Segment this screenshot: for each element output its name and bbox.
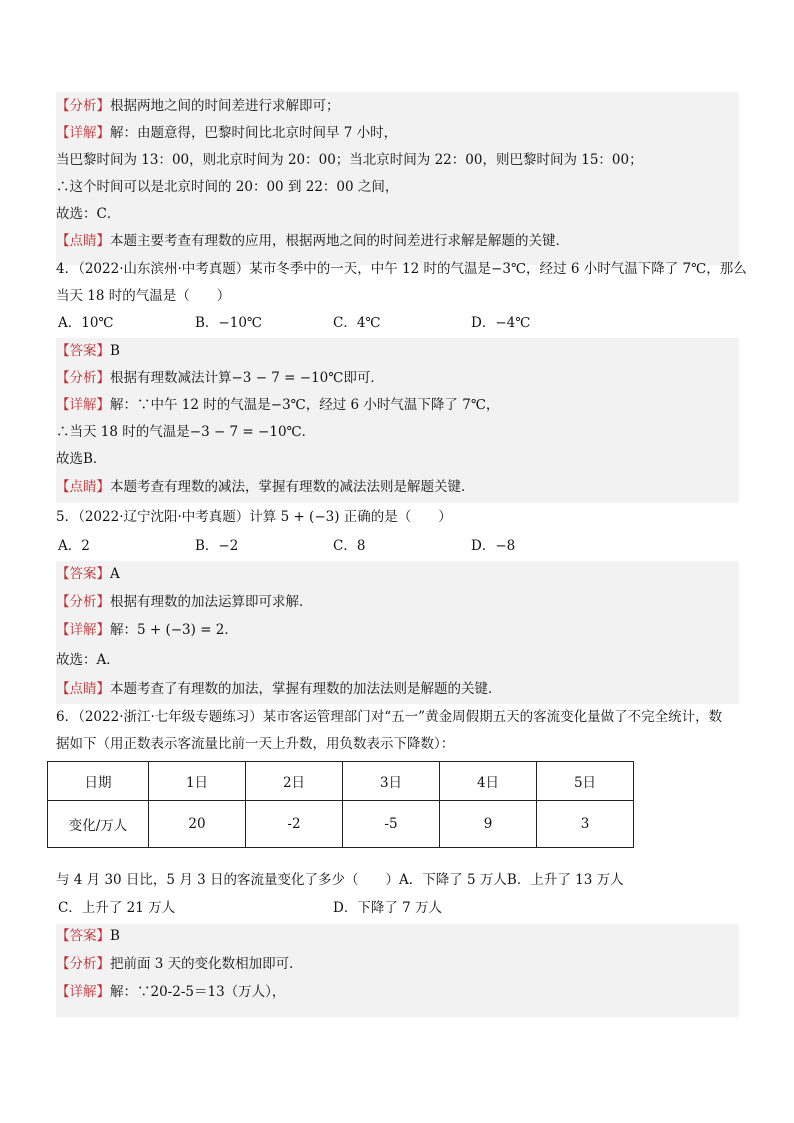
answer-tag: 【答案】 xyxy=(56,343,110,359)
q6-question: 与 4 月 30 日比，5 月 3 日的客流量变化了多少（ ）A．下降了 5 万人B．上升了 13 万人 xyxy=(56,872,624,888)
q3-analysis xyxy=(56,93,739,120)
q6-option-d: D．下降了 7 万人 xyxy=(333,900,442,916)
comment-text: 本题主要考查有理数的应用，根据两地之间的时间差进行求解是解题的关键． xyxy=(110,233,569,249)
q4-option-b: B．−10℃ xyxy=(195,315,263,331)
q3-detail xyxy=(56,120,739,147)
detail-text: 解：∵中午 12 时的气温是−3℃，经过 6 小时气温下降了 7℃， xyxy=(110,397,500,413)
detail-text: 解：5 + (−3) = 2． xyxy=(110,622,238,638)
q5-stem: 5．（2022·辽宁沈阳·中考真题）计算 5 + (−3) 正确的是（ ） xyxy=(56,509,452,525)
q4-choice: 故选B． xyxy=(56,451,107,467)
comment-tag: 【点睛】 xyxy=(56,479,110,495)
table-cell: 3日 xyxy=(343,762,440,801)
analysis-tag: 【分析】 xyxy=(56,594,110,610)
comment-text: 本题考查有理数的减法，掌握有理数的减法法则是解题关键． xyxy=(110,479,475,495)
q6-stem-line-1: 6．（2022·浙江·七年级专题练习）某市客运管理部门对“五一”黄金周假期五天的客流变化量做了不完全统计，数 xyxy=(56,709,723,725)
table-cell: 5日 xyxy=(537,762,634,801)
answer-text: B xyxy=(110,343,120,359)
analysis-tag: 【分析】 xyxy=(56,956,110,972)
table-cell: -5 xyxy=(343,801,440,848)
answer-tag: 【答案】 xyxy=(56,566,110,582)
q5-option-b: B．−2 xyxy=(195,538,239,554)
analysis-text: 把前面 3 天的变化数相加即可． xyxy=(110,956,303,972)
comment-tag: 【点睛】 xyxy=(56,233,110,249)
q5-option-d: D．−8 xyxy=(471,538,516,554)
q4-option-a: A．10℃ xyxy=(58,315,114,331)
analysis-text: 根据两地之间的时间差进行求解即可； xyxy=(110,98,340,114)
comment-text: 本题考查了有理数的加法，掌握有理数的加法法则是解题的关键． xyxy=(110,681,502,697)
q3-detail-line-2: 当巴黎时间为 13：00，则北京时间为 20：00；当北京时间为 22：00，则巴黎时间为 15：00； xyxy=(56,152,643,168)
table-cell: 3 xyxy=(537,801,634,848)
table-row xyxy=(48,801,634,848)
q4-option-d: D．−4℃ xyxy=(471,315,531,331)
q4-analysis xyxy=(56,365,739,392)
detail-text: 解：∵20-2-5＝13（万人）， xyxy=(110,984,286,1000)
detail-text: 解：由题意得，巴黎时间比北京时间早 7 小时， xyxy=(110,125,398,141)
q4-stem-line-2: 当天 18 时的气温是（ ） xyxy=(56,288,231,304)
detail-tag: 【详解】 xyxy=(56,984,110,1000)
q3-detail-line-3: ∴这个时间可以是北京时间的 20：00 到 22：00 之间， xyxy=(56,179,399,195)
answer-text: B xyxy=(110,928,120,944)
q5-analysis xyxy=(56,589,739,616)
detail-tag: 【详解】 xyxy=(56,397,110,413)
q6-option-c: C．上升了 21 万人 xyxy=(58,900,176,916)
analysis-text: 根据有理数减法计算−3 − 7 = −10℃即可． xyxy=(110,370,384,386)
q4-answer xyxy=(56,338,739,365)
table-cell: -2 xyxy=(246,801,343,848)
table-cell: 变化/万人 xyxy=(48,801,149,848)
table-cell: 2日 xyxy=(246,762,343,801)
q5-detail xyxy=(56,617,739,644)
q5-choice: 故选：A． xyxy=(56,652,120,668)
q5-option-a: A．2 xyxy=(58,538,90,554)
answer-tag: 【答案】 xyxy=(56,928,110,944)
q4-detail-line-2: ∴当天 18 时的气温是−3 − 7 = −10℃． xyxy=(56,424,316,440)
q6-answer xyxy=(56,923,739,950)
q6-stem-line-2: 据如下（用正数表示客流量比前一天上升数，用负数表示下降数）： xyxy=(56,736,455,752)
comment-tag: 【点睛】 xyxy=(56,681,110,697)
q5-option-c: C．8 xyxy=(333,538,366,554)
q4-stem-line-1: 4．（2022·山东滨州·中考真题）某市冬季中的一天，中午 12 时的气温是−3℃，经过 6 小时气温下降了 7℃，那么 xyxy=(56,261,747,277)
analysis-tag: 【分析】 xyxy=(56,98,110,114)
q3-comment xyxy=(56,228,739,255)
table-cell: 1日 xyxy=(149,762,246,801)
q4-option-c: C．4℃ xyxy=(333,315,381,331)
table-header-row xyxy=(48,762,634,801)
q4-detail xyxy=(56,392,739,419)
q4-comment xyxy=(56,474,739,501)
table-cell: 日期 xyxy=(48,762,149,801)
q6-analysis xyxy=(56,951,739,978)
analysis-text: 根据有理数的加法运算即可求解． xyxy=(110,594,313,610)
table-cell: 4日 xyxy=(440,762,537,801)
q5-comment xyxy=(56,676,739,703)
table-cell: 20 xyxy=(149,801,246,848)
answer-text: A xyxy=(110,566,120,582)
detail-tag: 【详解】 xyxy=(56,622,110,638)
table-cell: 9 xyxy=(440,801,537,848)
passenger-flow-table xyxy=(47,761,634,848)
analysis-tag: 【分析】 xyxy=(56,370,110,386)
q3-choice: 故选：C． xyxy=(56,206,121,222)
q6-detail xyxy=(56,979,739,1006)
detail-tag: 【详解】 xyxy=(56,125,110,141)
q5-answer xyxy=(56,561,739,588)
